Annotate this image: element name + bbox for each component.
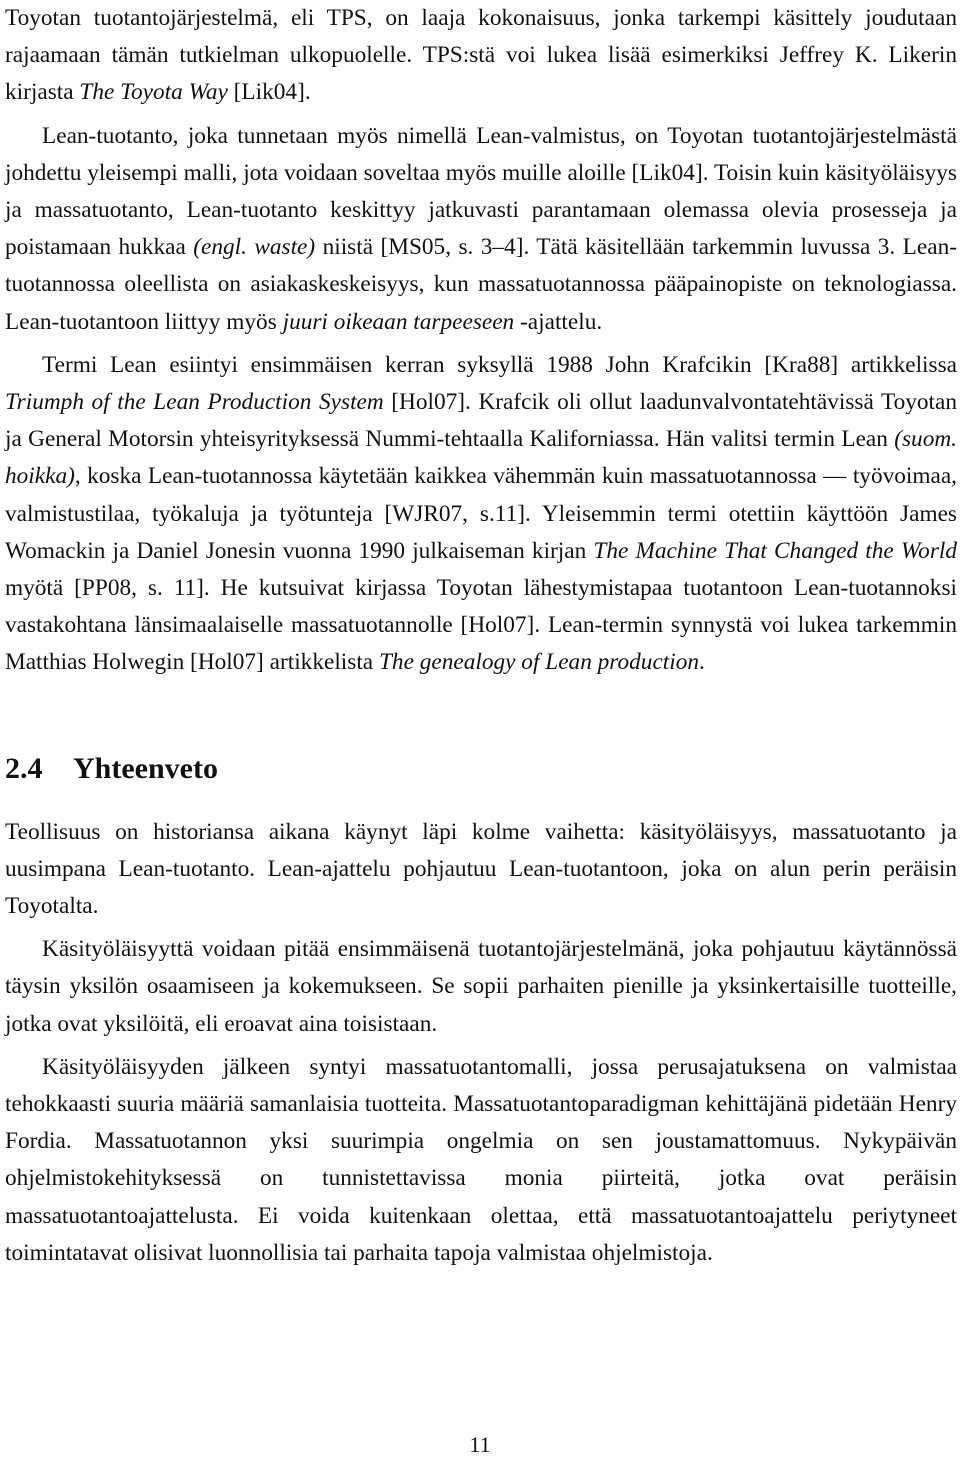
paragraph-term-text-d: myötä [PP08, s. 11]. He kutsuivat kirjassa Toyotan lähestymistapaa tuotantoon Lean-tuotannoksi vastakohtana länsimaalaiselle massatuotannolle [Hol07]. Lean-termin synnystä voi lukea tarkemmin Matthias Holwegin [Hol07] artikkelista bbox=[5, 575, 957, 676]
summary-paragraph-3: Käsityöläisyyden jälkeen syntyi massatuotantomalli, jossa perusajatuksena on valmistaa tehokkaasti suuria määriä samanlaisia tuotteita. Massatuotantoparadigman kehittäjänä pidetään Henry Fordia. Massatuotannon yksi suurimpia ongelmia on sen joustamattomuus. Nykypäivän ohjelmistokehityksessä on tunnistettavissa monia piirteitä, jotka ovat peräisin massatuotantoajattelusta. Ei voida kuitenkaan olettaa, että massatuotantoajattelu periytyneet toimintatavat olisivat luonnollisia tai parhaita tapoja valmistaa ohjelmistoja. bbox=[5, 1053, 957, 1266]
paragraph-term-lean bbox=[5, 347, 957, 682]
term-english-waste: (engl. waste) bbox=[193, 234, 316, 261]
article-title-genealogy: The genealogy of Lean production bbox=[378, 649, 700, 676]
section-number: 2.4 bbox=[5, 751, 43, 785]
paragraph-tps-text: Toyotan tuotantojärjestelmä, eli TPS, on laaja kokonaisuus, jonka tarkempi käsittely joudutaan rajaamaan tämän tutkielman ulkopuolelle. TPS:stä voi lukea lisää esimerkiksi Jeffrey K. Likerin kirjasta bbox=[5, 5, 957, 106]
paragraph-term-text-e: . bbox=[699, 649, 705, 676]
article-title-triumph: Triumph of the Lean Production System bbox=[5, 389, 384, 416]
paragraph-lean-text-b: niistä [MS05, s. 3–4]. Tätä käsitellään tarkemmin luvussa 3. Lean-tuotannossa oleellista on asiakaskeskeisyys, kun massatuotannossa pääpainopiste on teknologiassa. Lean-tuotantoon liittyy myös bbox=[5, 234, 957, 335]
citation-lik04: [Lik04]. bbox=[227, 79, 311, 106]
book-title-toyota-way: The Toyota Way bbox=[79, 79, 228, 106]
book-title-machine: The Machine That Changed the World bbox=[593, 537, 958, 564]
paragraph-tps bbox=[5, 0, 957, 112]
section-title: Yhteenveto bbox=[73, 751, 218, 785]
summary-paragraph-2: Käsityöläisyyttä voidaan pitää ensimmäisenä tuotantojärjestelmänä, joka pohjautuu käytännössä täysin yksilön osaamiseen ja kokemukseen. Se sopii parhaiten pienille ja yksinkertaisille tuotteille, jotka ovat yksilöitä, eli eroavat aina toisistaan. bbox=[5, 936, 957, 1037]
paragraph-term-text-c: , koska Lean-tuotannossa käytetään kaikkea vähemmän kuin massatuotannossa — työvoimaa, valmistustilaa, työkaluja ja työtunteja [WJR07, s.11]. Yleisemmin termi otettiin käyttöön James Womackin ja Daniel Jonesin vuonna 1990 julkaiseman kirjan bbox=[5, 463, 957, 564]
section-heading bbox=[5, 749, 957, 789]
paragraph-lean bbox=[5, 118, 957, 341]
term-just-in-time: juuri oikeaan tarpeeseen bbox=[282, 308, 515, 335]
page-number: 11 bbox=[469, 1432, 491, 1457]
term-finnish-hoikka: (suom. hoikka) bbox=[5, 426, 957, 490]
page-body bbox=[5, 0, 957, 1272]
paragraph-term-text-a: Termi Lean esiintyi ensimmäisen kerran syksyllä 1988 John Krafcikin [Kra88] artikkelissa bbox=[42, 351, 957, 378]
paragraph-lean-text-c: -ajattelu. bbox=[514, 308, 603, 335]
paragraph-term-text-b: [Hol07]. Krafcik oli ollut laadunvalvontatehtävissä Toyotan ja General Motorsin yhteisyrityksessä Nummi-tehtaalla Kaliforniassa. Hän valitsi termin Lean bbox=[5, 389, 957, 453]
paragraph-lean-text-a: Lean-tuotanto, joka tunnetaan myös nimellä Lean-valmistus, on Toyotan tuotantojärjestelmästä johdettu yleisempi malli, jota voidaan soveltaa myös muille aloille [Lik04]. Toisin kuin käsityöläisyys ja massatuotanto, Lean-tuotanto keskittyy jatkuvasti parantamaan olemassa olevia prosesseja ja poistamaan hukkaa bbox=[5, 122, 957, 261]
summary-paragraph-1: Teollisuus on historiansa aikana käynyt läpi kolme vaihetta: käsityöläisyys, massatuotanto ja uusimpana Lean-tuotanto. Lean-ajattelu pohjautuu Lean-tuotantoon, joka on alun perin peräisin Toyotalta. bbox=[5, 818, 957, 920]
